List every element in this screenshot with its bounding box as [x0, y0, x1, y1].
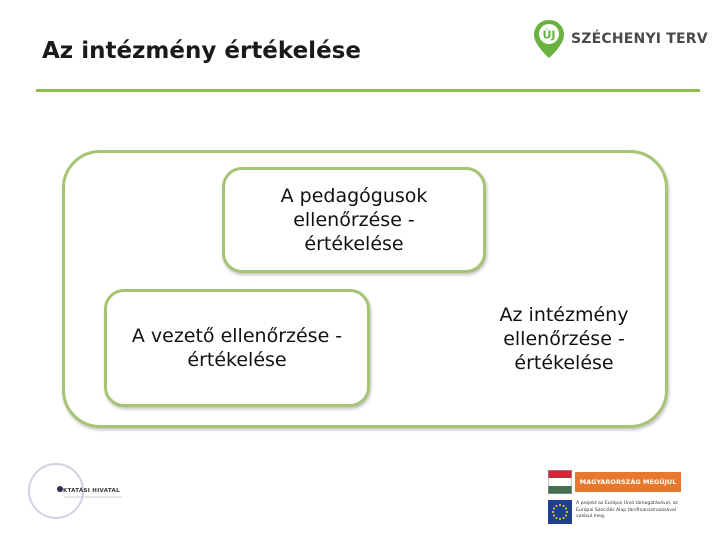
logo-pin-text: ÚJ: [542, 28, 556, 42]
box-vezeto-label: A vezető ellenőrzése - értékelése: [131, 325, 343, 371]
magyarorszag-megujul-logo: [548, 470, 682, 526]
oktatasi-hivatal-label: OKTATÁSI HIVATAL: [58, 488, 120, 494]
hungarian-flag-icon: [548, 470, 572, 494]
header-divider: [36, 89, 700, 92]
eu-flag-icon: [548, 500, 572, 524]
page-title: Az intézmény értékelése: [42, 38, 361, 64]
eu-support-text: A projekt az Európai Unió támogatásával, az Európai Szociális Alap társfinanszírozásával valósul meg.: [576, 501, 678, 519]
intezmeny-label: Az intézmény ellenőrzése - értékelése: [499, 304, 629, 374]
szechenyi-terv-logo: [533, 18, 708, 60]
map-pin-icon: [533, 19, 565, 59]
magyarorszag-megujul-banner: MAGYARORSZÁG MEGÚJUL: [575, 472, 681, 492]
logo-text: SZÉCHENYI TERV: [571, 31, 708, 47]
box-vezeto: [104, 289, 370, 407]
box-pedagogusok-label: A pedagógusok ellenőrzése - értékelése: [280, 185, 428, 255]
box-pedagogusok: [222, 167, 486, 273]
